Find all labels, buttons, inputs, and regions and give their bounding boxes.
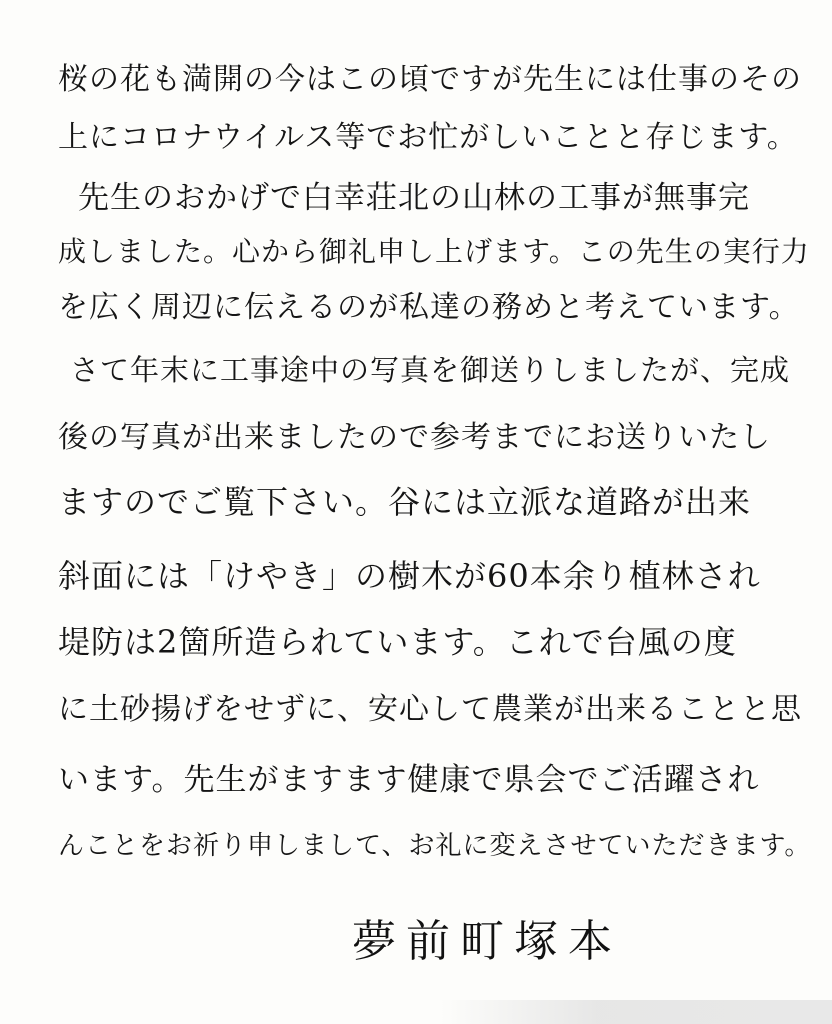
- letter-line-13: んことをお祈り申しまして、お礼に変えさせていただきます。: [58, 831, 812, 861]
- letter-line-3: 先生のおかげで白幸荘北の山林の工事が無事完: [78, 180, 750, 216]
- signature: 夢前町塚本: [352, 916, 622, 967]
- letter-line-1: 桜の花も満開の今はこの頃ですが先生には仕事のその: [58, 62, 802, 97]
- scan-edge-shadow: [440, 1000, 832, 1024]
- letter-line-11: に土砂揚げをせずに、安心して農業が出来ることと思: [58, 692, 802, 727]
- letter-line-12: います。先生がますます健康で県会でご活躍され: [58, 762, 760, 798]
- letter-line-2: 上にコロナウイルス等でお忙がしいことと存じます。: [58, 120, 798, 155]
- letter-line-7: 後の写真が出来ましたので参考までにお送りいたし: [58, 420, 771, 455]
- letter-line-5: を広く周辺に伝えるのが私達の務めと考えています。: [58, 290, 800, 325]
- letter-line-8: ますのでご覧下さい。谷には立派な道路が出来: [58, 483, 752, 521]
- letter-line-4: 成しました。心から御礼申し上げます。この先生の実行力: [58, 235, 810, 268]
- letter-line-10: 堤防は2箇所造られています。これで台風の度: [58, 623, 737, 661]
- letter-line-9: 斜面には「けやき」の樹木が60本余り植林され: [58, 557, 761, 595]
- letter-line-6: さて年末に工事途中の写真を御送りしましたが、完成: [70, 353, 791, 387]
